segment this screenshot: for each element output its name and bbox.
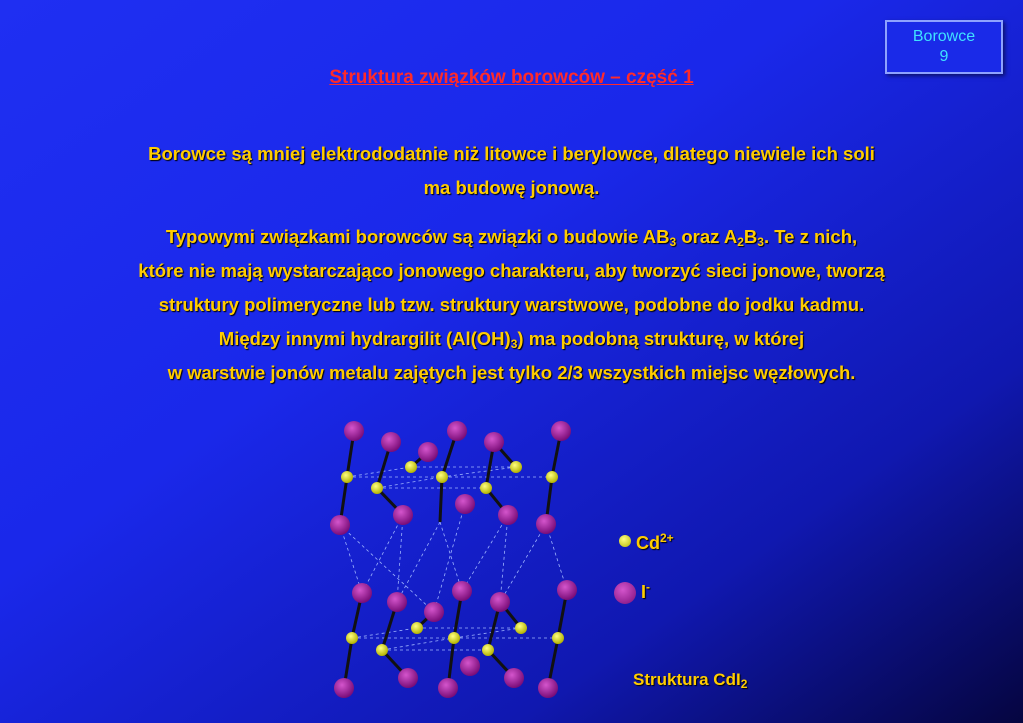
paragraph-structures-line2: które nie mają wystarczająco jonowego charakteru, aby tworzyć sieci jonowe, tworzą [138,260,885,281]
structure-caption: Struktura CdI$_2$ [633,670,748,691]
cd-legend-label: $Cd^{2+}$ [636,531,674,553]
paragraph-intro-line1: Borowce są mniej elektrododatnie niż litowce i berylowce, dlatego niewiele ich soli [148,143,875,164]
paragraph-intro [20,137,1003,205]
solid-bonds [340,431,567,688]
paragraph-intro-line2: ma budowę jonową. [423,177,600,198]
paragraph-structures-line1: Typowymi związkami borowców są związki o budowie $AB_3$ oraz $A_2B_3$. Te z nich, [165,226,858,249]
slide-title: Struktura związków borowców – część 1 [329,67,694,88]
paragraph-structures [20,220,1003,390]
paragraph-structures-line5: w warstwie jonów metalu zajętych jest tylko 2/3 wszystkich miejsc węzłowych. [167,362,856,383]
iodide-ions [330,421,577,698]
i-legend-label: I- [641,580,651,602]
cadmium-ions [341,461,564,656]
i-legend-marker [614,582,636,604]
slide-number-badge [885,20,1003,74]
badge-slide-number: 9 [939,48,949,65]
interlayer-dashed-bonds [340,467,567,650]
cdi2-crystal-structure-diagram [320,412,590,702]
badge-section-name: Borowce [912,28,976,45]
cd-legend-marker [619,535,631,547]
paragraph-structures-line4: Między innymi hydrargilit $(Al(OH)_3)$ ma podobną strukturę, w której [218,328,805,351]
paragraph-structures-line3: struktury polimeryczne lub tzw. struktury warstwowe, podobne do jodku kadmu. [158,294,865,315]
